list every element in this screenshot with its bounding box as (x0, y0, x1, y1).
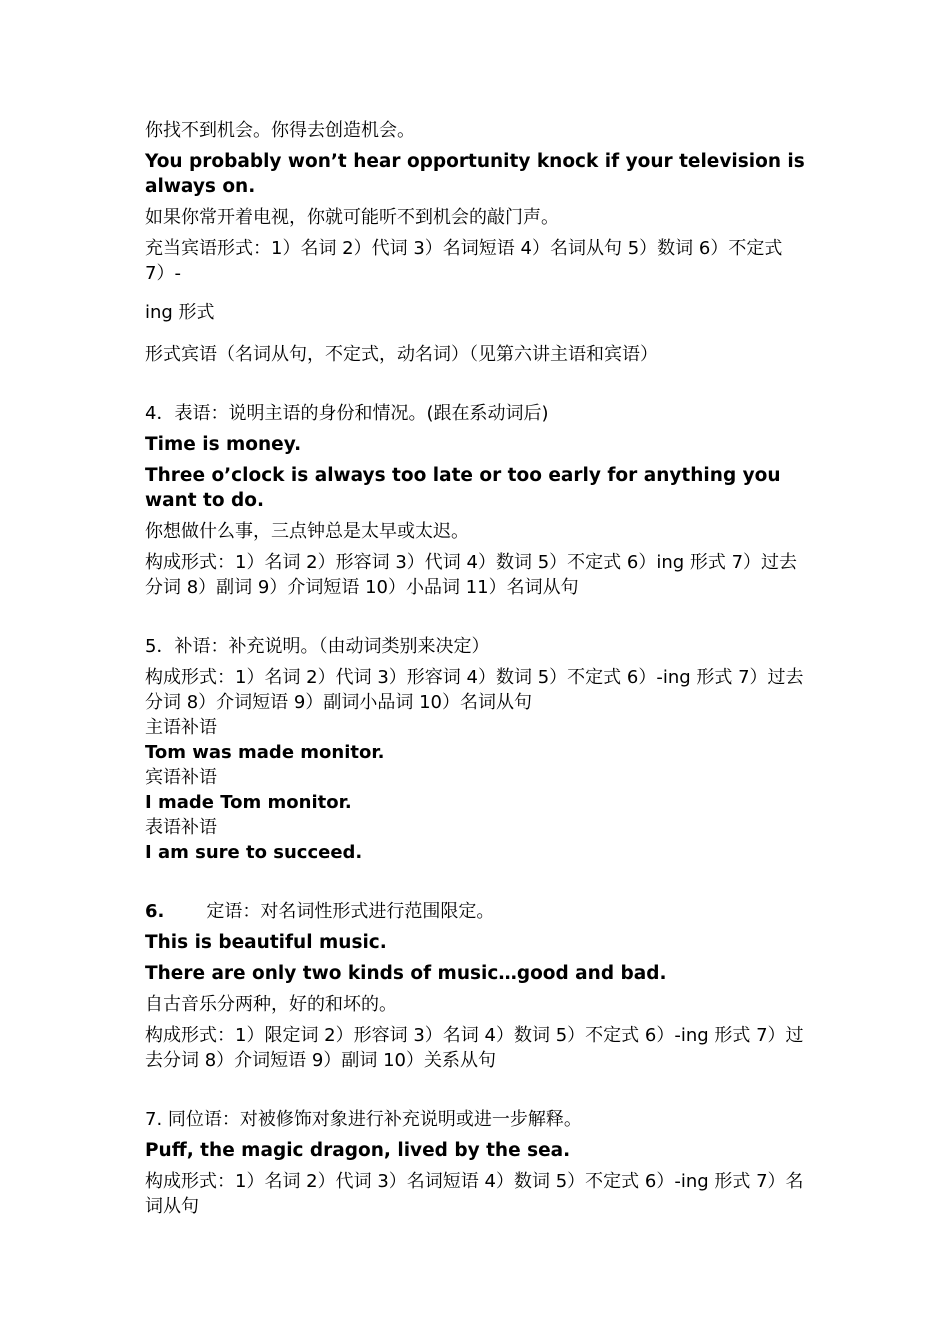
section-4-example-1: Time is money. (145, 434, 302, 455)
section-6-example-1: This is beautiful music. (145, 932, 387, 953)
section-6-forms: 构成形式：1）限定词 2）形容词 3）名词 4）数词 5）不定式 6）-ing 形式 7）过去分词 8）介词短语 9）副词 10）关系从句 (145, 1025, 804, 1071)
object-forms-continuation: ing 形式 (145, 302, 215, 323)
subject-complement-label: 主语补语 (145, 717, 217, 738)
object-complement-label: 宾语补语 (145, 767, 217, 788)
object-complement-example: I made Tom monitor. (145, 792, 352, 813)
section-5-forms: 构成形式：1）名词 2）代词 3）形容词 4）数词 5）不定式 6）-ing 形式 7）过去分词 8）介词短语 9）副词小品词 10）名词从句 (145, 667, 804, 713)
predicative-complement-example: I am sure to succeed. (145, 842, 363, 863)
section-4-heading: 4．表语：说明主语的身份和情况。(跟在系动词后) (145, 403, 549, 424)
section-4-forms: 构成形式：1）名词 2）形容词 3）代词 4）数词 5）不定式 6）ing 形式 7）过去分词 8）副词 9）介词短语 10）小品词 11）名词从句 (145, 552, 798, 598)
subject-complement-example: Tom was made monitor. (145, 742, 385, 763)
section-4-translation: 你想做什么事，三点钟总是太早或太迟。 (145, 521, 469, 542)
object-forms-line: 充当宾语形式：1）名词 2）代词 3）名词短语 4）名词从句 5）数词 6）不定式 7）- (145, 238, 783, 284)
section-7-heading: 7. 同位语：对被修饰对象进行补充说明或进一步解释。 (145, 1109, 582, 1130)
intro-english-example: You probably won’t hear opportunity knock if your television is always on. (145, 151, 805, 197)
section-7-example-1: Puff, the magic dragon, lived by the sea. (145, 1140, 571, 1161)
formal-object-note: 形式宾语（名词从句，不定式，动名词）（见第六讲主语和宾语） (145, 344, 658, 365)
section-6-number: 6. (145, 901, 165, 922)
section-6-heading-text: 定语：对名词性形式进行范围限定。 (206, 901, 495, 922)
section-6-heading (145, 899, 810, 924)
intro-chinese-translation: 如果你常开着电视，你就可能听不到机会的敲门声。 (145, 207, 559, 228)
section-7-forms: 构成形式：1）名词 2）代词 3）名词短语 4）数词 5）不定式 6）-ing 形式 7）名词从句 (145, 1171, 804, 1217)
section-6-example-2: There are only two kinds of music…good and bad. (145, 963, 667, 984)
section-6-translation: 自古音乐分两种，好的和坏的。 (145, 994, 397, 1015)
section-5-heading: 5．补语：补充说明。（由动词类别来决定） (145, 636, 490, 657)
predicative-complement-label: 表语补语 (145, 817, 217, 838)
document-page (145, 118, 810, 1219)
intro-chinese-line: 你找不到机会。你得去创造机会。 (145, 120, 415, 141)
section-4-example-2: Three o’clock is always too late or too early for anything you want to do. (145, 465, 781, 511)
